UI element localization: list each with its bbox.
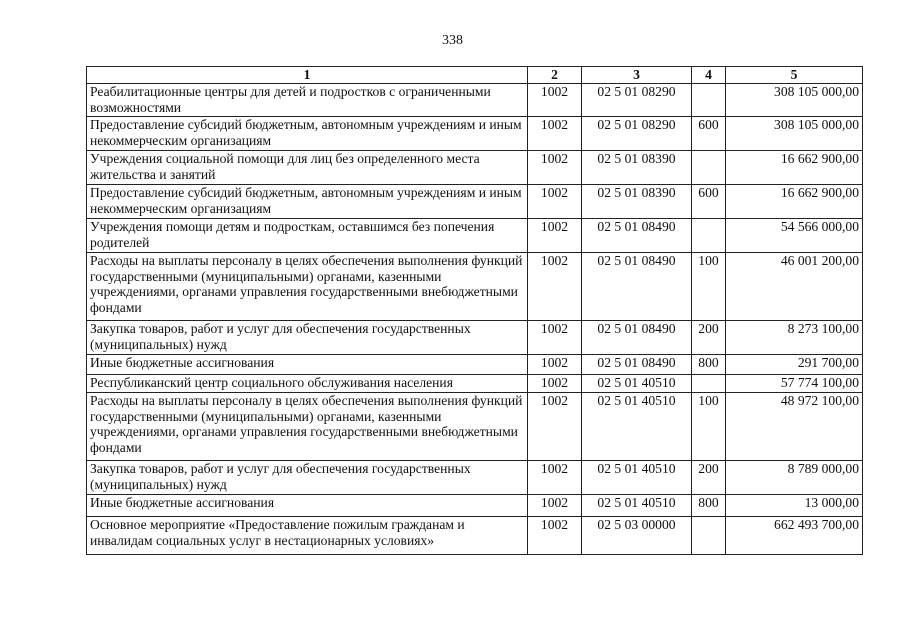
column-header: 2 [528, 67, 582, 84]
amount: 16 662 900,00 [726, 151, 863, 185]
expense-name: Закупка товаров, работ и услуг для обеспечения государственных (муниципальных) нужд [87, 461, 528, 495]
expense-type [692, 151, 726, 185]
section-code: 1002 [528, 151, 582, 185]
table-row [87, 151, 863, 185]
section-code: 1002 [528, 84, 582, 117]
table-row [87, 461, 863, 495]
expense-name: Основное мероприятие «Предоставление пожилым гражданам и инвалидам социальных услуг в нестационарных условиях» [87, 517, 528, 555]
expense-type: 100 [692, 253, 726, 321]
table-row [87, 219, 863, 253]
amount: 16 662 900,00 [726, 185, 863, 219]
section-code: 1002 [528, 495, 582, 517]
expense-name: Предоставление субсидий бюджетным, автономным учреждениям и иным некоммерческим организациям [87, 185, 528, 219]
amount: 8 273 100,00 [726, 321, 863, 355]
section-code: 1002 [528, 393, 582, 461]
table-header-row [87, 67, 863, 84]
section-code: 1002 [528, 517, 582, 555]
budget-table [86, 66, 863, 555]
section-code: 1002 [528, 253, 582, 321]
section-code: 1002 [528, 375, 582, 393]
section-code: 1002 [528, 117, 582, 151]
expense-type [692, 375, 726, 393]
expense-type: 100 [692, 393, 726, 461]
table-row [87, 375, 863, 393]
target-code: 02 5 01 08390 [582, 151, 692, 185]
target-code: 02 5 01 08490 [582, 219, 692, 253]
table-row [87, 84, 863, 117]
section-code: 1002 [528, 321, 582, 355]
target-code: 02 5 01 08490 [582, 253, 692, 321]
column-header: 1 [87, 67, 528, 84]
expense-name: Расходы на выплаты персоналу в целях обеспечения выполнения функций государственными (муниципальными) органами, казенными учреждениями, органами управления государственными внебюджетными фондами [87, 393, 528, 461]
target-code: 02 5 01 08390 [582, 185, 692, 219]
amount: 54 566 000,00 [726, 219, 863, 253]
expense-name: Учреждения социальной помощи для лиц без определенного места жительства и занятий [87, 151, 528, 185]
amount: 308 105 000,00 [726, 84, 863, 117]
target-code: 02 5 01 40510 [582, 375, 692, 393]
column-header: 3 [582, 67, 692, 84]
table-body [87, 84, 863, 555]
column-header: 4 [692, 67, 726, 84]
target-code: 02 5 01 40510 [582, 495, 692, 517]
table-row [87, 185, 863, 219]
target-code: 02 5 03 00000 [582, 517, 692, 555]
expense-name: Реабилитационные центры для детей и подростков с ограниченными возможностями [87, 84, 528, 117]
expense-name: Иные бюджетные ассигнования [87, 495, 528, 517]
amount: 48 972 100,00 [726, 393, 863, 461]
target-code: 02 5 01 08490 [582, 355, 692, 375]
target-code: 02 5 01 08290 [582, 84, 692, 117]
table-row [87, 495, 863, 517]
target-code: 02 5 01 08290 [582, 117, 692, 151]
section-code: 1002 [528, 219, 582, 253]
expense-type: 800 [692, 355, 726, 375]
amount: 291 700,00 [726, 355, 863, 375]
table-row [87, 321, 863, 355]
section-code: 1002 [528, 185, 582, 219]
target-code: 02 5 01 40510 [582, 393, 692, 461]
target-code: 02 5 01 08490 [582, 321, 692, 355]
target-code: 02 5 01 40510 [582, 461, 692, 495]
amount: 8 789 000,00 [726, 461, 863, 495]
table-row [87, 517, 863, 555]
expense-name: Предоставление субсидий бюджетным, автономным учреждениям и иным некоммерческим организациям [87, 117, 528, 151]
expense-name: Учреждения помощи детям и подросткам, оставшимся без попечения родителей [87, 219, 528, 253]
expense-type [692, 219, 726, 253]
expense-type: 600 [692, 185, 726, 219]
expense-type: 200 [692, 321, 726, 355]
expense-type: 200 [692, 461, 726, 495]
amount: 308 105 000,00 [726, 117, 863, 151]
expense-name: Закупка товаров, работ и услуг для обеспечения государственных (муниципальных) нужд [87, 321, 528, 355]
section-code: 1002 [528, 461, 582, 495]
amount: 46 001 200,00 [726, 253, 863, 321]
section-code: 1002 [528, 355, 582, 375]
expense-name: Иные бюджетные ассигнования [87, 355, 528, 375]
amount: 662 493 700,00 [726, 517, 863, 555]
expense-name: Расходы на выплаты персоналу в целях обеспечения выполнения функций государственными (муниципальными) органами, казенными учреждениями, органами управления государственными внебюджетными фондами [87, 253, 528, 321]
amount: 57 774 100,00 [726, 375, 863, 393]
expense-type: 600 [692, 117, 726, 151]
table-row [87, 355, 863, 375]
page-number: 338 [442, 33, 463, 48]
column-header: 5 [726, 67, 863, 84]
table-row [87, 253, 863, 321]
expense-name: Республиканский центр социального обслуживания населения [87, 375, 528, 393]
table-row [87, 393, 863, 461]
table-row [87, 117, 863, 151]
expense-type: 800 [692, 495, 726, 517]
expense-type [692, 517, 726, 555]
expense-type [692, 84, 726, 117]
amount: 13 000,00 [726, 495, 863, 517]
